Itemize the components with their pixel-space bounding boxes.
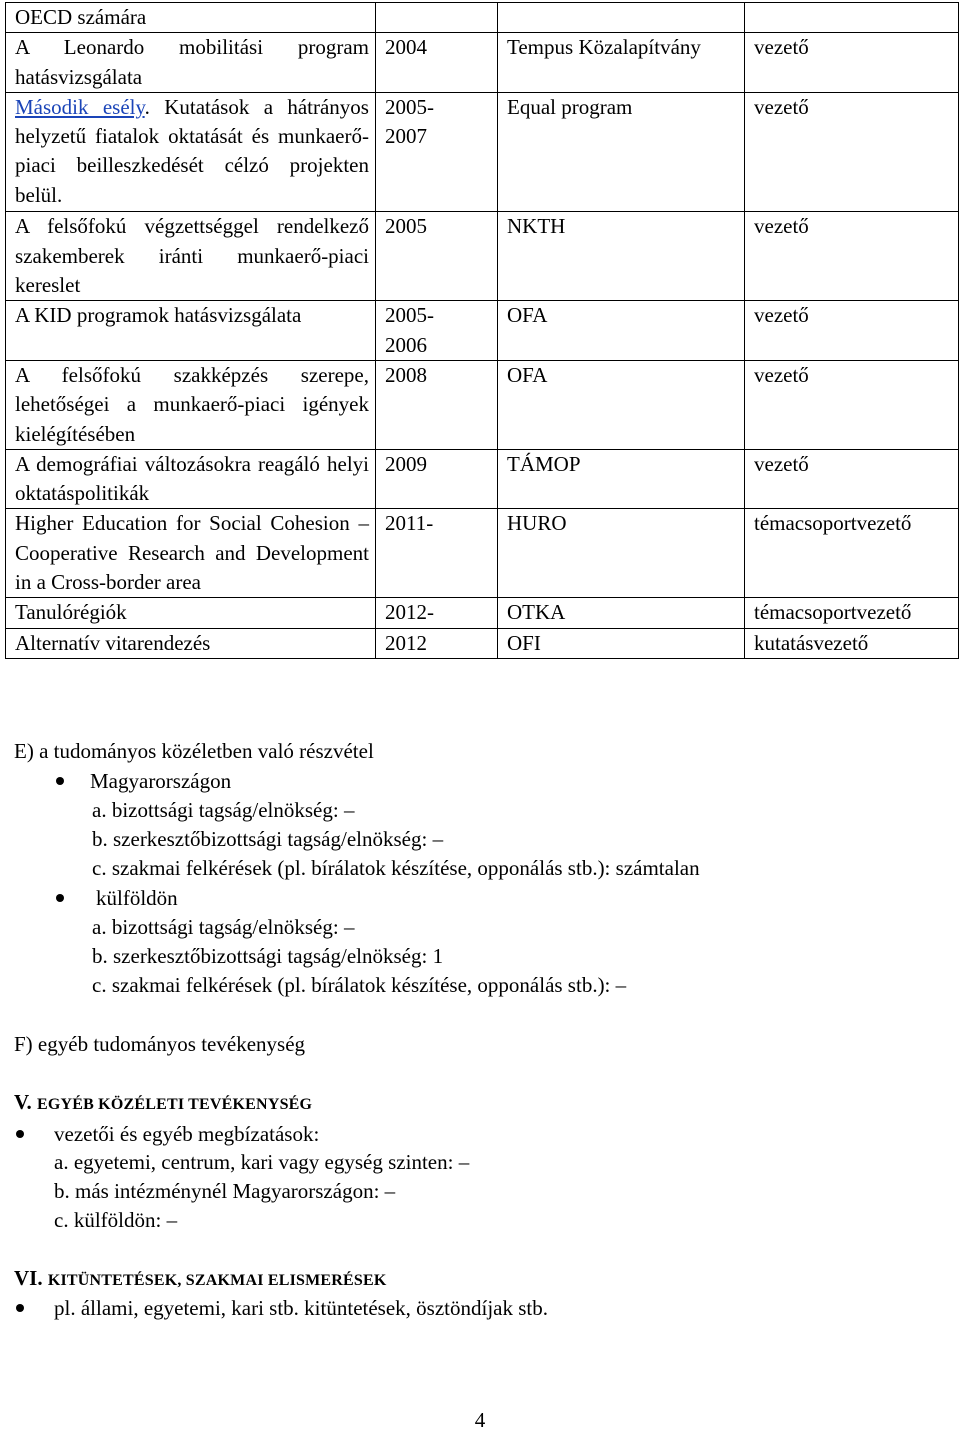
section-vi-heading	[14, 1264, 387, 1295]
group-label-abroad: külföldön	[96, 886, 178, 910]
project-year: 2011-	[376, 509, 498, 598]
list-item: a. bizottsági tagság/elnökség: –	[92, 798, 355, 822]
project-role	[745, 3, 959, 33]
project-title: Tanulórégiók	[6, 598, 376, 628]
project-year-text: 2005-2007	[385, 94, 434, 149]
project-org: HURO	[498, 509, 745, 598]
section-vi-numeral: VI.	[14, 1266, 48, 1290]
bullet-icon	[56, 777, 64, 785]
project-title: Alternatív vitarendezés	[6, 628, 376, 658]
table-row	[6, 301, 959, 361]
project-org: OFI	[498, 628, 745, 658]
projects-table	[5, 2, 959, 659]
project-org: NKTH	[498, 212, 745, 301]
table-row	[6, 509, 959, 598]
project-org: Tempus Közalapítvány	[498, 33, 745, 93]
list-item: c. szakmai felkérések (pl. bírálatok készítése, opponálás stb.): számtalan	[92, 856, 700, 880]
project-year-text: 2005-2006	[385, 303, 434, 357]
project-org: OFA	[498, 360, 745, 449]
project-year	[376, 92, 498, 212]
project-title: OECD számára	[6, 3, 376, 33]
table-row	[6, 449, 959, 509]
project-role: vezető	[745, 92, 959, 212]
table-row	[6, 33, 959, 93]
project-role: témacsoportvezető	[745, 509, 959, 598]
project-title: A demográfiai változásokra reagáló helyi oktatáspolitikák	[6, 449, 376, 509]
project-year	[376, 3, 498, 33]
list-item: pl. állami, egyetemi, kari stb. kitüntetések, ösztöndíjak stb.	[54, 1296, 548, 1320]
project-title: A felsőfokú végzettséggel rendelkező szakemberek iránti munkaerő-piaci kereslet	[6, 212, 376, 301]
project-org: OFA	[498, 301, 745, 361]
project-title: A Leonardo mobilitási program hatásvizsgálata	[6, 33, 376, 93]
project-link[interactable]: Második esély	[15, 94, 145, 119]
table-row	[6, 360, 959, 449]
list-item: a. bizottsági tagság/elnökség: –	[92, 915, 355, 939]
section-v-heading	[14, 1088, 312, 1119]
project-year: 2012-	[376, 598, 498, 628]
project-year: 2004	[376, 33, 498, 93]
section-v-title: EGYÉB KÖZÉLETI TEVÉKENYSÉG	[36, 1096, 313, 1113]
project-title: A felsőfokú szakképzés szerepe, lehetőségei a munkaerő-piaci igények kielégítésében	[6, 360, 376, 449]
list-item: a. egyetemi, centrum, kari vagy egység szinten: –	[54, 1150, 470, 1174]
list-item: b. szerkesztőbizottsági tagság/elnökség: –	[92, 827, 444, 851]
bullet-icon	[16, 1130, 24, 1138]
group-label-domestic: Magyarországon	[90, 769, 232, 793]
project-title-cell	[6, 92, 376, 212]
project-role: vezető	[745, 212, 959, 301]
table-row	[6, 598, 959, 628]
section-vi-title: KITÜNTETÉSEK, SZAKMAI ELISMERÉSEK	[47, 1272, 387, 1289]
project-role: témacsoportvezető	[745, 598, 959, 628]
project-role: kutatásvezető	[745, 628, 959, 658]
project-title: A KID programok hatásvizsgálata	[6, 301, 376, 361]
project-year: 2005	[376, 212, 498, 301]
table-row	[6, 212, 959, 301]
bullet-icon	[56, 894, 64, 902]
project-role: vezető	[745, 360, 959, 449]
table-row	[6, 3, 959, 33]
project-title: Higher Education for Social Cohesion – Cooperative Research and Development in a Cross-border area	[6, 509, 376, 598]
table-row	[6, 92, 959, 212]
project-year	[376, 301, 498, 361]
page-number: 4	[474, 1408, 486, 1432]
section-e-heading: E) a tudományos közéletben való részvétel	[14, 739, 374, 763]
project-org: OTKA	[498, 598, 745, 628]
project-role: vezető	[745, 33, 959, 93]
section-f-heading: F) egyéb tudományos tevékenység	[14, 1032, 306, 1056]
project-org: Equal program	[498, 92, 745, 212]
list-item: c. külföldön: –	[54, 1208, 178, 1232]
project-title: . Kutatások a hátrányos helyzetű fiatalok oktatását és munkaerő-piaci beilleszkedését célzó projekten belül.	[15, 94, 369, 207]
list-item: b. szerkesztőbizottsági tagság/elnökség: 1	[92, 944, 444, 968]
project-org	[498, 3, 745, 33]
project-org: TÁMOP	[498, 449, 745, 509]
section-v-numeral: V.	[14, 1090, 37, 1114]
project-role: vezető	[745, 301, 959, 361]
table-row	[6, 628, 959, 658]
list-item: vezetői és egyéb megbízatások:	[54, 1122, 320, 1146]
project-year: 2008	[376, 360, 498, 449]
bullet-icon	[16, 1304, 24, 1312]
list-item: b. más intézménynél Magyarországon: –	[54, 1179, 396, 1203]
project-year: 2009	[376, 449, 498, 509]
project-year: 2012	[376, 628, 498, 658]
list-item: c. szakmai felkérések (pl. bírálatok készítése, opponálás stb.): –	[92, 973, 627, 997]
project-role: vezető	[745, 449, 959, 509]
